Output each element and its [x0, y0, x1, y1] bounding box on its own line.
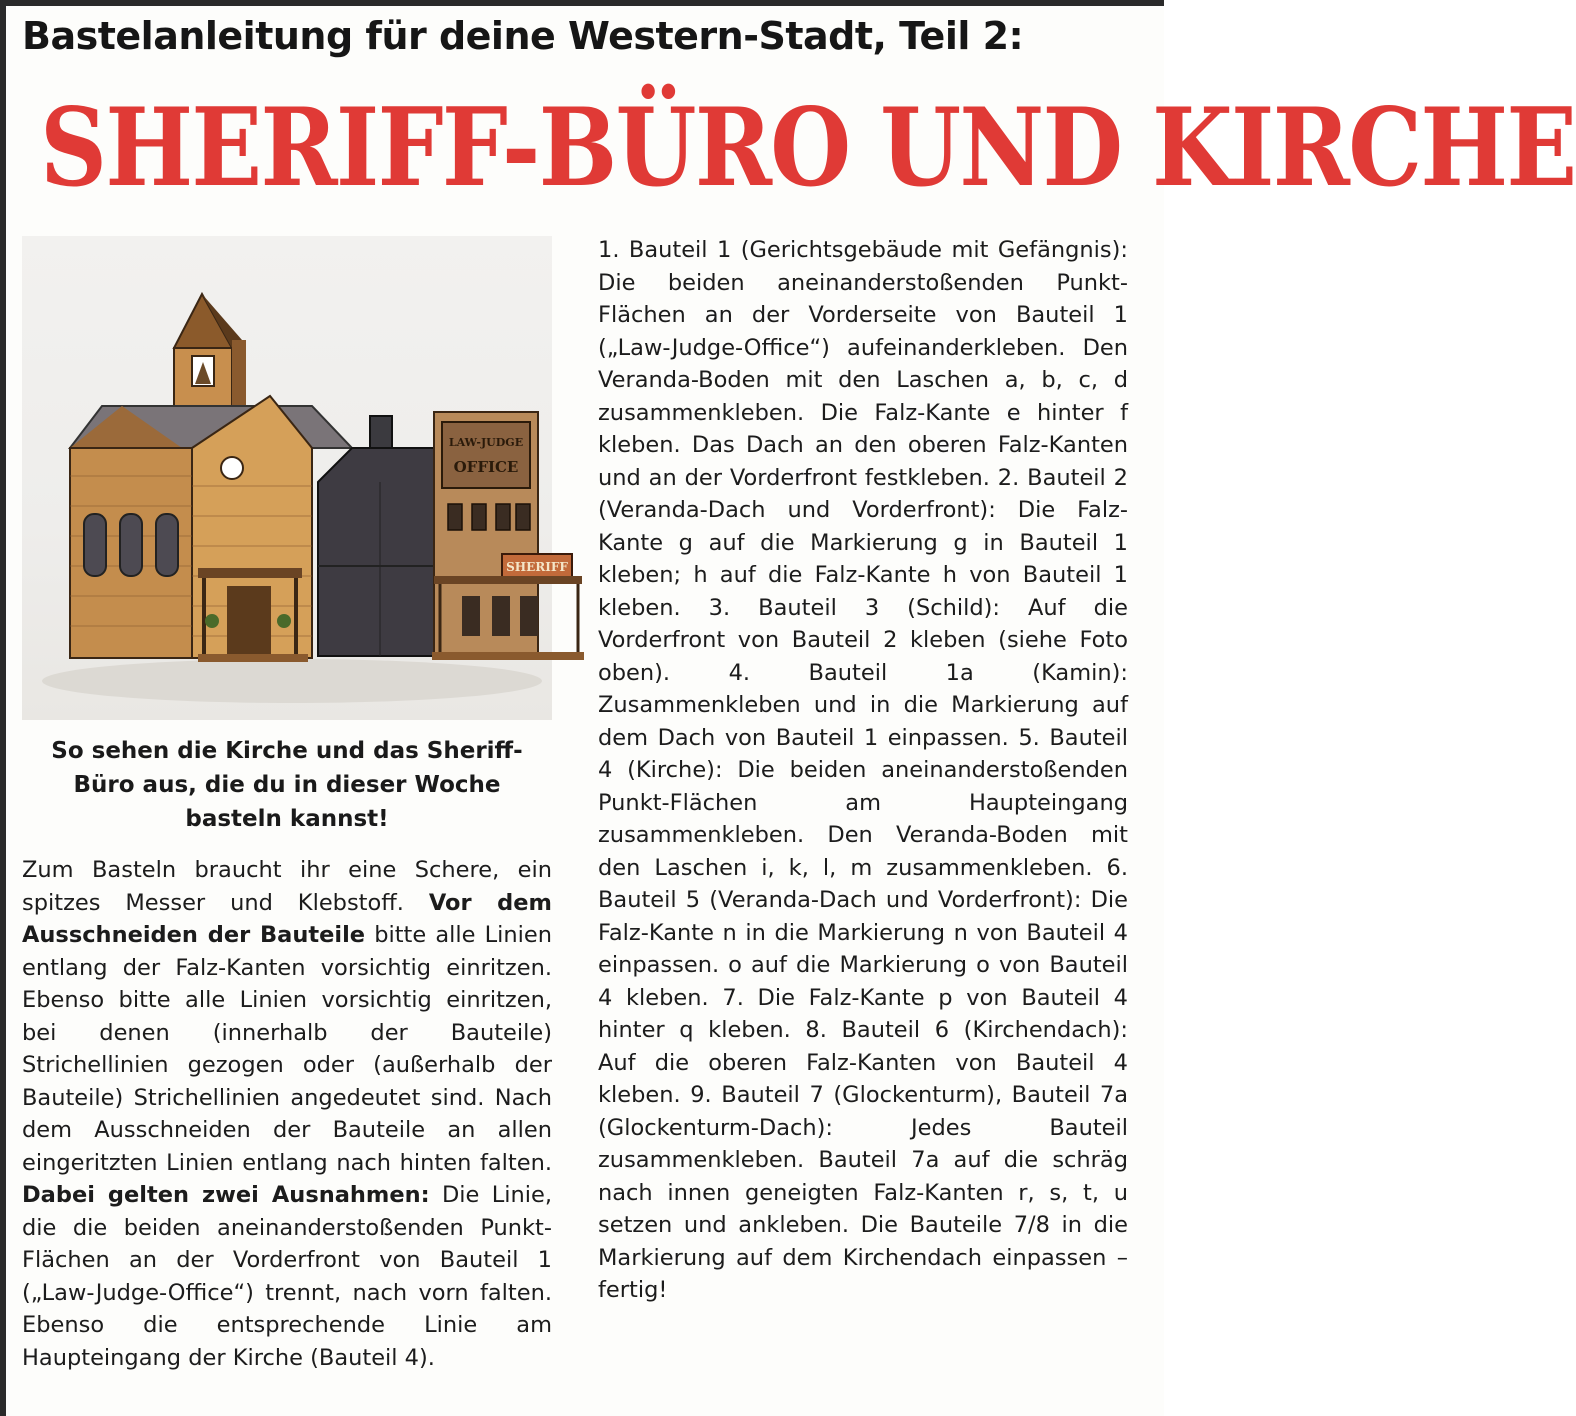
photo-sign-sheriff: SHERIFF: [506, 560, 568, 574]
top-border: [0, 0, 1164, 6]
photo-sign-law: LAW-JUDGE: [448, 436, 524, 449]
intro-part-1: Zum Basteln braucht ihr eine Schere, ein spitzes Messer und Klebstoff.: [22, 857, 552, 916]
intro-part-3: Die Linie, die die beiden aneinanderstoßenden Punkt-Flächen an der Vorderfront von Bauteil 1 („Law-Judge-Office“) trennt, nach vorn falten. Ebenso die entsprechende Linie am Haupteingang der Kirche (Bauteil 4).: [22, 1182, 552, 1371]
intro-bold-2: Dabei gelten zwei Ausnahmen:: [22, 1182, 430, 1208]
photo-caption: So sehen die Kirche und das Sheriff-Büro aus, die du in dieser Woche basteln kannst!: [51, 738, 523, 832]
photo-sign-office: OFFICE: [453, 458, 519, 476]
intro-part-2: bitte alle Linien entlang der Falz-Kanten vorsichtig einritzen. Ebenso bitte alle Linien vorsichtig einritzen, bei denen (innerhalb der Bauteile) Strichellinien gezogen oder (außerhalb der Bauteile) Strichellinien angedeutet sind. Nach dem Ausschneiden der Bauteile an allen eingeritzten Linien entlang nach hinten falten.: [22, 922, 552, 1176]
model-photo: [22, 236, 568, 720]
intro-text: [22, 854, 552, 1374]
instructions-body: 1. Bauteil 1 (Gerichtsgebäude mit Gefängnis): Die beiden aneinanderstoßenden Punkt-Flächen an der Vorderseite von Bauteil 1 („Law-Judge-Office“) aufeinanderkleben. Den Veranda-Boden mit den Laschen a, b, c, d zusammenkleben. Die Falz-Kante e hinter f kleben. Das Dach an den oberen Falz-Kanten und an der Vorderfront festkleben. 2. Bauteil 2 (Veranda-Dach und Vorderfront): Die Falz-Kante g auf die Markierung g in Bauteil 1 kleben; h auf die Falz-Kante h von Bauteil 1 kleben. 3. Bauteil 3 (Schild): Auf die Vorderfront von Bauteil 2 kleben (siehe Foto oben). 4. Bauteil 1a (Kamin): Zusammenkleben und in die Markierung auf dem Dach von Bauteil 1 einpassen. 5. Bauteil 4 (Kirche): Die beiden aneinanderstoßenden Punkt-Flächen am Haupteingang zusammenkleben. Den Veranda-Boden mit den Laschen i, k, l, m zusammenkleben. 6. Bauteil 5 (Veranda-Dach und Vorderfront): Die Falz-Kante n in die Markierung n von Bauteil 4 einpassen. o auf die Markierung o von Bauteil 4 kleben. 7. Die Falz-Kante p von Bauteil 4 hinter q kleben. 8. Bauteil 6 (Kirchendach): Auf die oberen Falz-Kanten von Bauteil 4 kleben. 9. Bauteil 7 (Glockenturm), Bauteil 7a (Glockenturm-Dach): Jedes Bauteil zusammenkleben. Bauteil 7a auf die schräg nach innen geneigten Falz-Kanten r, s, t, u setzen und ankleben. Die Bauteile 7/8 in die Markierung auf dem Kirchendach einpassen – fertig!: [598, 237, 1128, 1303]
instructions-text: [598, 234, 1128, 1307]
page-subtitle: Bastelanleitung für deine Western-Stadt, Teil 2:: [22, 14, 1024, 58]
intro-bold-1: Vor dem Ausschneiden der Bauteile: [22, 889, 552, 948]
church-and-sheriff-office-illustration: [22, 236, 568, 720]
page-title: SHERIFF-BÜRO UND KIRCHE: [40, 85, 1576, 211]
left-border: [0, 0, 6, 1416]
